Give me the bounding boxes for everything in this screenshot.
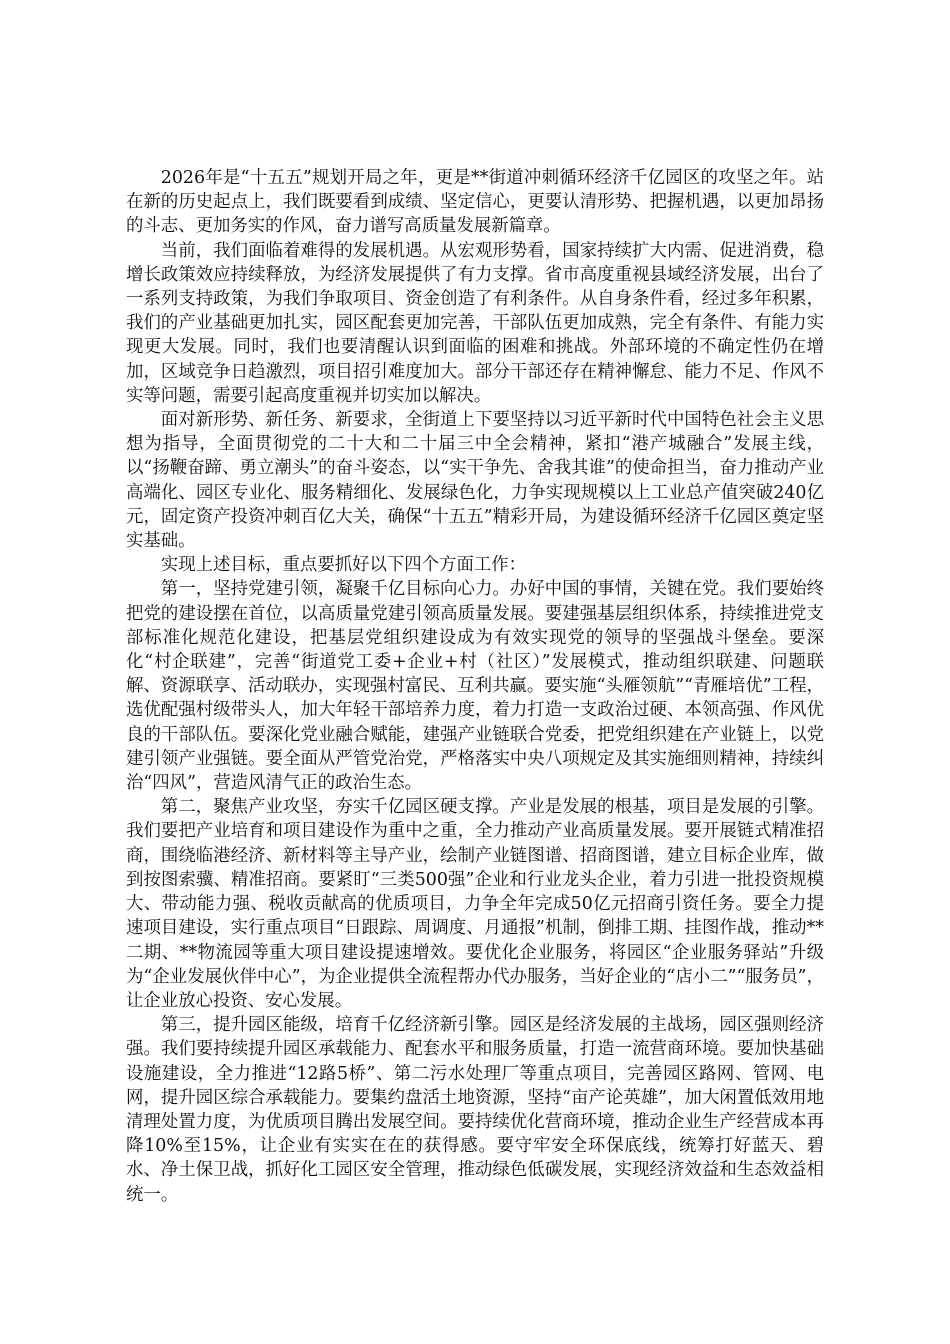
paragraph-second-point: 第二，聚焦产业攻坚，夯实千亿园区硬支撑。产业是发展的根基，项目是发展的引擎。我们要把产业培育和项目建设作为重中之重，全力推动产业高质量发展。要开展链式精准招商，围绕临港经济、新材料等主导产业，绘制产业链图谱、招商图谱，建立目标企业库，做到按图索骥、精准招商。要紧盯“三类500强”企业和行业龙头企业，着力引进一批投资规模大、带动能力强、税收贡献高的优质项目，力争全年完成50亿元招商引资任务。要全力提速项目建设，实行重点项目“日跟踪、周调度、月通报”机制，倒排工期、挂图作战，推动**二期、**物流园等重大项目建设提速增效。要优化企业服务，将园区“企业服务驿站”升级为“企业发展伙伴中心”，为企业提供全流程帮办代办服务，当好企业的“店小二”“服务员”，让企业放心投资、安心发展。 [126, 797, 824, 1011]
paragraph-situation: 当前，我们面临着难得的发展机遇。从宏观形势看，国家持续扩大内需、促进消费，稳增长政策效应持续释放，为经济发展提供了有力支撑。省市高度重视县域经济发展，出台了一系列支持政策，为我们争取项目、资金创造了有利条件。从自身条件看，经过多年积累，我们的产业基础更加扎实，园区配套更加完善，干部队伍更加成熟，完全有条件、有能力实现更大发展。同时，我们也要清醒认识到面临的困难和挑战。外部环境的不确定性仍在增加，区域竞争日趋激烈，项目招引难度加大。部分干部还存在精神懈怠、能力不足、作风不实等问题，需要引起高度重视并切实加以解决。 [126, 240, 824, 406]
paragraph-first-point: 第一，坚持党建引领，凝聚千亿目标向心力。办好中国的事情，关键在党。我们要始终把党的建设摆在首位，以高质量党建引领高质量发展。要建强基层组织体系，持续推进党支部标准化规范化建设，把基层党组织建设成为有效实现党的领导的坚强战斗堡垒。要深化“村企联建”，完善“街道党工委+企业+村（社区）”发展模式，推动组织联建、问题联解、资源联享、活动联办，实现强村富民、互利共赢。要实施“头雁领航”“青雁培优”工程，选优配强村级带头人，加大年轻干部培养力度，着力打造一支政治过硬、本领高强、作风优良的干部队伍。要深化党业融合赋能，建强产业链联合党委，把党组织建在产业链上，以党建引领产业强链。要全面从严管党治党，严格落实中央八项规定及其实施细则精神，持续纠治“四风”，营造风清气正的政治生态。 [126, 579, 824, 794]
paragraph-intro: 2026年是“十五五”规划开局之年，更是**街道冲刺循环经济千亿园区的攻坚之年。站在新的历史起点上，我们既要看到成绩、坚定信心，更要认清形势、把握机遇，以更加昂扬的斗志、更加务实的作风，奋力谱写高质量发展新篇章。 [126, 168, 824, 237]
paragraph-goals: 面对新形势、新任务、新要求，全街道上下要坚持以习近平新时代中国特色社会主义思想为指导，全面贯彻党的二十大和二十届三中全会精神，紧扣“港产城融合”发展主线，以“扬鞭奋蹄、勇立潮头”的奋斗姿态，以“实干争先、舍我其谁”的使命担当，奋力推动产业高端化、园区专业化、服务精细化、发展绿色化，力争实现规模以上工业总产值突破240亿元，固定资产投资冲刺百亿大关，确保“十五五”精彩开局，为建设循环经济千亿园区奠定坚实基础。 [126, 410, 824, 552]
paragraph-transition: 实现上述目标，重点要抓好以下四个方面工作： [160, 555, 527, 576]
document-body [126, 166, 824, 1207]
paragraph-third-point: 第三，提升园区能级，培育千亿经济新引擎。园区是经济发展的主战场，园区强则经济强。我们要持续提升园区承载能力、配套水平和服务质量，打造一流营商环境。要加快基础设施建设，全力推进“12路5桥”、第二污水处理厂等重点项目，完善园区路网、管网、电网，提升园区综合承载能力。要集约盘活土地资源，坚持“亩产论英雄”，加大闲置低效用地清理处置力度，为优质项目腾出发展空间。要持续优化营商环境，推动企业生产经营成本再降10%至15%，让企业有实实在在的获得感。要守牢安全环保底线，统筹打好蓝天、碧水、净土保卫战，抓好化工园区安全管理，推动绿色低碳发展，实现经济效益和生态效益相统一。 [126, 1015, 824, 1205]
